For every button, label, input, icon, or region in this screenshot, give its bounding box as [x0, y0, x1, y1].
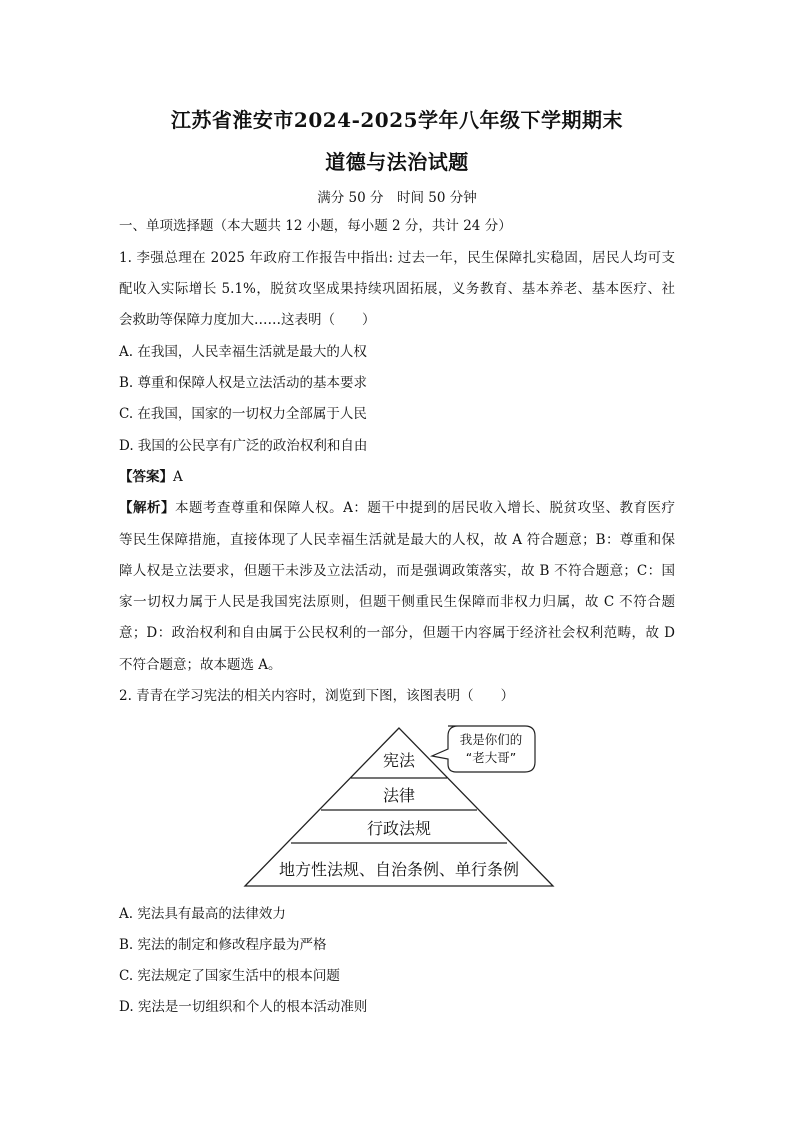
q1-analysis-line: 障人权是立法要求，但题干未涉及立法活动，而是强调政策落实，故 B 不符合题意；C：国 — [119, 563, 675, 579]
exam-subtitle: 满分 50 分 时间 50 分钟 — [317, 190, 477, 206]
law-hierarchy-pyramid — [240, 722, 560, 890]
q1-stem-line: 会救助等保障力度加大……这表明（ ） — [119, 312, 376, 328]
q1-analysis-line — [119, 498, 675, 518]
exam-title-line1: 江苏省淮安市2024-2025学年八年级下学期期末 — [170, 108, 624, 132]
analysis-label: 【解析】 — [119, 500, 176, 516]
q2-option-c: C. 宪法规定了国家生活中的根本问题 — [119, 968, 340, 984]
q1-option-a: A. 在我国，人民幸福生活就是最大的人权 — [119, 344, 367, 360]
answer-label: 【答案】 — [119, 469, 173, 485]
q2-stem: 2. 青青在学习宪法的相关内容时，浏览到下图，该图表明（ ） — [119, 688, 515, 704]
pyramid-level-law: 法律 — [382, 786, 416, 805]
q1-analysis-line: 不符合题意；故本题选 A。 — [119, 657, 282, 673]
q2-option-b: B. 宪法的制定和修改程序最为严格 — [119, 937, 327, 953]
q2-option-d: D. 宪法是一切组织和个人的根本活动准则 — [119, 999, 368, 1015]
q1-stem-line: 1. 李强总理在 2025 年政府工作报告中指出: 过去一年，民生保障扎实稳固，居民人均可支 — [119, 250, 675, 266]
pyramid-level-local-regulations: 地方性法规、自治条例、单行条例 — [278, 860, 520, 879]
q1-analysis-line: 意；D：政治权利和自由属于公民权利的一部分，但题干内容属于经济社会权利范畴，故 D — [119, 625, 675, 641]
analysis-text: 本题考查尊重和保障人权。A：题干中提到的居民收入增长、脱贫攻坚、教育医疗 — [175, 500, 676, 516]
pyramid-level-constitution: 宪法 — [382, 751, 416, 770]
q1-analysis-line: 等民生保障措施，直接体现了人民幸福生活就是最大的人权，故 A 符合题意；B：尊重和保 — [119, 532, 675, 548]
q1-option-d: D. 我国的公民享有广泛的政治权利和自由 — [119, 438, 368, 454]
q1-option-c: C. 在我国，国家的一切权力全部属于人民 — [119, 406, 367, 422]
q1-answer — [119, 467, 183, 487]
section-heading: 一、单项选择题（本大题共 12 小题，每小题 2 分，共计 24 分） — [119, 218, 512, 234]
pyramid-level-administrative-regulations: 行政法规 — [366, 819, 432, 838]
answer-value: A — [173, 469, 183, 485]
bubble-text-line1: 我是你们的 — [459, 732, 523, 747]
q2-option-a: A. 宪法具有最高的法律效力 — [119, 906, 286, 922]
bubble-text-line2: “老大哥” — [465, 750, 517, 765]
q1-analysis-line: 家一切权力属于人民是我国宪法原则，但题干侧重民生保障而非权力归属，故 C 不符合题 — [119, 594, 675, 610]
q1-stem-line: 配收入实际增长 5.1%，脱贫攻坚成果持续巩固拓展，义务教育、基本养老、基本医疗、社 — [119, 281, 675, 297]
speech-bubble — [432, 726, 535, 772]
q1-option-b: B. 尊重和保障人权是立法活动的基本要求 — [119, 375, 368, 391]
exam-title-line2: 道德与法治试题 — [325, 150, 469, 174]
